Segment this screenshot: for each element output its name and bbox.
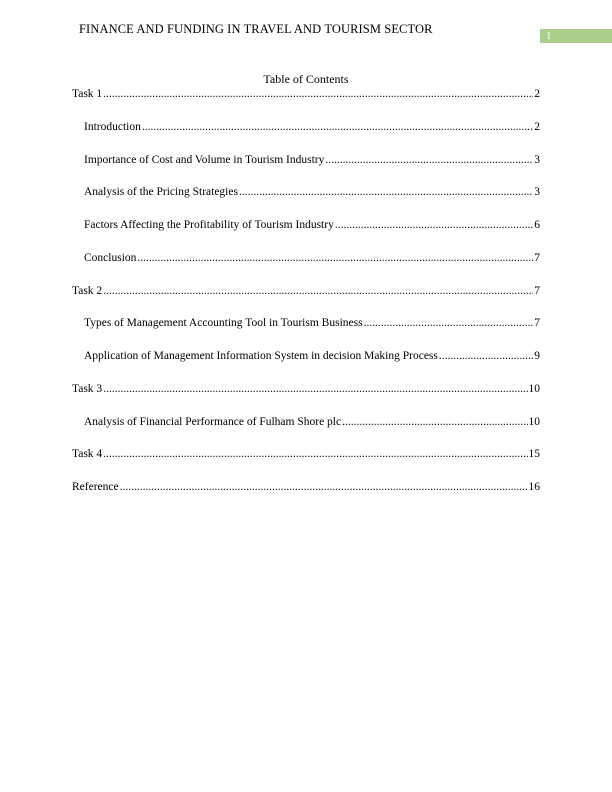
toc-entry-page-number: 7 bbox=[534, 251, 540, 264]
toc-entry[interactable] bbox=[72, 86, 540, 102]
toc-entry-label: Task 1 bbox=[72, 88, 103, 100]
toc-dot-leader bbox=[120, 479, 528, 495]
toc-entry-page-number: 3 bbox=[534, 186, 540, 199]
toc-entry-page-number: 16 bbox=[528, 481, 540, 493]
toc-entry[interactable] bbox=[72, 479, 540, 495]
toc-dot-leader bbox=[103, 283, 533, 299]
toc-entry-label: Types of Management Accounting Tool in Tourism Business bbox=[84, 317, 363, 330]
toc-dot-leader bbox=[342, 414, 527, 430]
toc-entry[interactable] bbox=[84, 217, 540, 233]
toc-entry-label: Analysis of Financial Performance of Fulham Shore plc bbox=[84, 415, 342, 428]
toc-entry[interactable] bbox=[84, 119, 540, 135]
toc-entry-page-number: 7 bbox=[534, 317, 540, 330]
toc-entry[interactable] bbox=[72, 381, 540, 397]
toc-entry-label: Introduction bbox=[84, 120, 141, 133]
toc-entry-page-number: 2 bbox=[534, 120, 540, 133]
toc-entry-label: Application of Management Information System in decision Making Process bbox=[84, 350, 438, 362]
toc-entry[interactable] bbox=[84, 250, 540, 266]
toc-entry-label: Task 3 bbox=[72, 382, 103, 395]
toc-dot-leader bbox=[325, 152, 533, 168]
toc-entry-page-number: 3 bbox=[534, 153, 540, 166]
toc-entry-page-number: 9 bbox=[534, 350, 540, 362]
toc-dot-leader bbox=[364, 315, 534, 331]
toc-entry[interactable] bbox=[84, 152, 540, 168]
toc-entry-page-number: 10 bbox=[528, 382, 540, 395]
toc-entry[interactable] bbox=[84, 414, 540, 430]
toc-dot-leader bbox=[103, 86, 533, 102]
toc-entry-label: Importance of Cost and Volume in Tourism Industry bbox=[84, 153, 325, 166]
toc-entry-label: Task 2 bbox=[72, 284, 103, 297]
toc-entry[interactable] bbox=[72, 446, 540, 462]
toc-entry[interactable] bbox=[84, 315, 540, 331]
toc-entry-label: Factors Affecting the Profitability of Tourism Industry bbox=[84, 219, 334, 231]
toc-entry-label: Analysis of the Pricing Strategies bbox=[84, 186, 238, 199]
toc-entry-label: Task 4 bbox=[72, 448, 103, 461]
toc-entry-page-number: 7 bbox=[534, 284, 540, 297]
toc-dot-leader bbox=[239, 184, 533, 200]
toc-dot-leader bbox=[137, 250, 533, 266]
toc-title: Table of Contents bbox=[263, 72, 349, 86]
toc-dot-leader bbox=[439, 348, 533, 364]
toc-dot-leader bbox=[103, 381, 527, 397]
toc-entry-label: Conclusion bbox=[84, 251, 137, 264]
toc-entry[interactable] bbox=[72, 283, 540, 299]
toc-entry-page-number: 6 bbox=[534, 219, 540, 231]
toc-entry[interactable] bbox=[84, 348, 540, 364]
running-header-title: FINANCE AND FUNDING IN TRAVEL AND TOURISM SECTOR bbox=[79, 22, 433, 36]
toc-dot-leader bbox=[142, 119, 533, 135]
toc-entry-page-number: 15 bbox=[528, 448, 540, 461]
toc-entry[interactable] bbox=[84, 184, 540, 200]
toc-entry-page-number: 2 bbox=[534, 88, 540, 100]
toc-dot-leader bbox=[103, 446, 527, 462]
toc-entry-page-number: 10 bbox=[528, 415, 540, 428]
page-number-badge: 1 bbox=[540, 29, 612, 43]
toc-entry-label: Reference bbox=[72, 481, 119, 493]
toc-dot-leader bbox=[335, 217, 533, 233]
